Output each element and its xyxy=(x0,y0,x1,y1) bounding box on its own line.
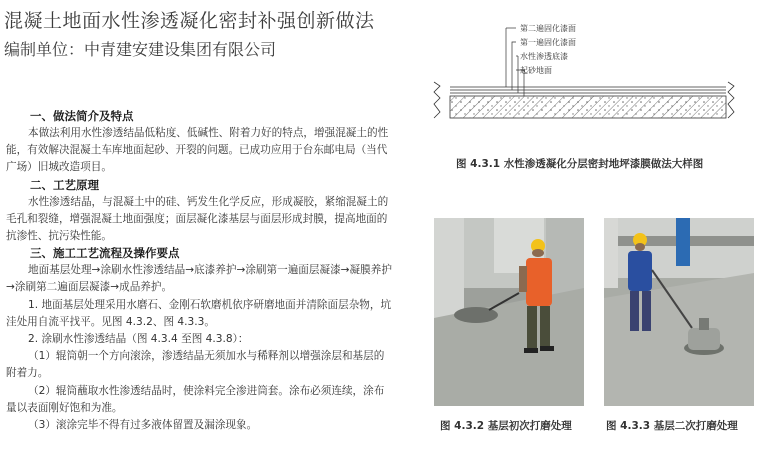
diagram-label-second-coat: 第二遍固化漆面 xyxy=(520,24,576,33)
section-heading-intro: 一、做法简介及特点 xyxy=(30,109,134,123)
paragraph-step-2: 2. 涂刷水性渗透结晶（图 4.3.4 至图 4.3.8）： xyxy=(28,333,249,346)
layer-section-diagram xyxy=(432,20,737,135)
unit-name: 中青建安建设集团有限公司 xyxy=(84,40,277,59)
section-heading-process: 三、施工工艺流程及操作要点 xyxy=(30,246,180,261)
paragraph-step-1: 1. 地面基层处理采用水磨石、金刚石软磨机依序研磨地面并清除面层杂物，坑洼处用自流平找平。见图 4.3.2、图 4.3.3。 xyxy=(6,298,392,328)
photo-first-grinding xyxy=(434,218,584,406)
diagram-caption: 图 4.3.1 水性渗透凝化分层密封地坪漆膜做法大样图 xyxy=(456,158,704,170)
paragraph-step-2-1: （1）辊筒朝一个方向滚涂，渗透结晶无须加水与稀释剂以增强涂层和基层的附着力。 xyxy=(6,350,385,380)
photo-caption-second-grinding: 图 4.3.3 基层二次打磨处理 xyxy=(606,420,738,432)
diagram-label-first-coat: 第一遍固化漆面 xyxy=(520,38,576,47)
worker-grinding-image xyxy=(434,218,584,406)
paragraph-process-flow: 地面基层处理→涂刷水性渗透结晶→底漆养护→涂刷第一遍面层凝漆→凝膜养护→涂刷第二遍面层凝漆→成品养护。 xyxy=(6,264,392,294)
photo-caption-first-grinding: 图 4.3.2 基层初次打磨处理 xyxy=(440,420,572,432)
diagram-label-primer: 水性渗透底漆 xyxy=(520,52,568,61)
section-heading-principle: 二、工艺原理 xyxy=(30,177,99,192)
photo-second-grinding xyxy=(604,218,754,406)
unit-line xyxy=(4,37,276,60)
paragraph-step-2-2: （2）辊筒蘸取水性渗透结晶时，使涂料完全渗进筒套。涂布必须连续，涂布量以表面刚好饱和为准。 xyxy=(6,384,385,414)
worker-second-grinding-image xyxy=(604,218,754,406)
diagram-label-sanding-floor: 起砂地面 xyxy=(520,66,552,75)
paragraph-principle: 水性渗透结晶，与混凝土中的硅、钙发生化学反应，形成凝胶，紧缩混凝土的毛孔和裂缝，增强混凝土地面强度；面层凝化漆基层与面层形成封膜，提高地面的抗渗性、抗污染性能。 xyxy=(6,195,389,243)
body-text xyxy=(6,108,394,434)
paragraph-intro: 本做法利用水性渗透结晶低粘度、低碱性、附着力好的特点，增强混凝土的性能，有效解决混凝土车库地面起砂、开裂的问题。已成功应用于台东邮电局（当代广场）旧城改造项目。 xyxy=(6,127,389,174)
unit-label: 编制单位： xyxy=(4,40,85,59)
document-title: 混凝土地面水性渗透凝化密封补强创新做法 xyxy=(4,10,375,32)
paragraph-step-2-3: （3）滚涂完毕不得有过多液体留置及漏涂现象。 xyxy=(28,419,258,432)
